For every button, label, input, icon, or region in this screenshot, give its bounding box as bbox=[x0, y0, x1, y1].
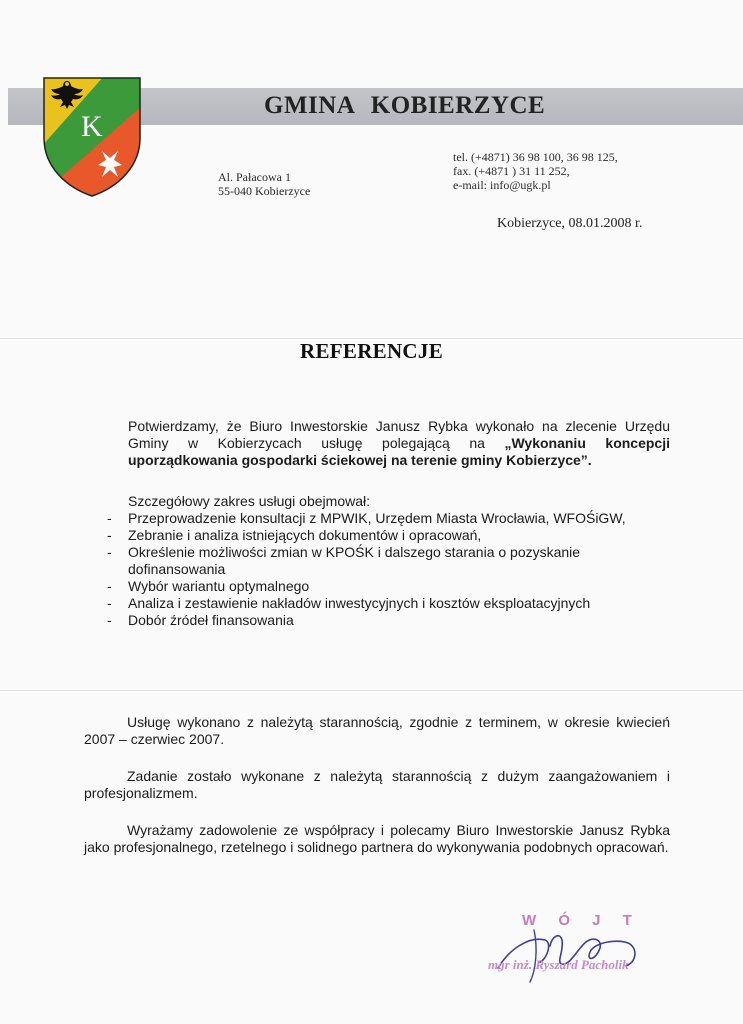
svg-text:K: K bbox=[81, 110, 103, 143]
scope-item: - Wybór wariantu optymalnego bbox=[107, 578, 670, 595]
scope-heading: Szczegółowy zakres usługi obejmował: bbox=[128, 493, 370, 509]
coat-of-arms-icon bbox=[42, 76, 142, 198]
intro-paragraph bbox=[128, 418, 670, 469]
organization-name: GMINA KOBIERZYCE bbox=[264, 92, 546, 119]
email-line: e-mail: info@ugk.pl bbox=[453, 178, 551, 192]
letter-body bbox=[128, 418, 670, 629]
service-name: „Wykonaniu koncepcji uporządkowania gospodarki ściekowej na terenie gminy Kobierzyce”. bbox=[128, 435, 670, 468]
handwritten-signature bbox=[490, 918, 660, 988]
letter-date: Kobierzyce, 08.01.2008 r. bbox=[497, 216, 643, 231]
address-line: 55-040 Kobierzyce bbox=[218, 184, 311, 198]
scope-item: - Określenie możliwości zmian w KPOŚK i dalszego starania o pozyskanie dofinansowania bbox=[107, 544, 670, 578]
phone-line: tel. (+4871) 36 98 100, 36 98 125, bbox=[453, 150, 618, 164]
closing-section bbox=[84, 714, 670, 876]
document-title: REFERENCJE bbox=[299, 339, 444, 363]
contact-details bbox=[453, 150, 618, 192]
closing-paragraph: Wyrażamy zadowolenie ze współpracy i polecamy Biuro Inwestorskie Janusz Rybka jako profesjonalnego, rzetelnego i solidnego partnera do wykonywania podobnych opracowań. bbox=[84, 822, 670, 855]
stamp-name: mgr inż. Ryszard Pacholik bbox=[488, 957, 629, 972]
fax-line: fax. (+4871 ) 31 11 252, bbox=[453, 164, 570, 178]
paper-fold-line bbox=[0, 690, 743, 691]
address-line: Al. Pałacowa 1 bbox=[218, 170, 291, 184]
stamp-role: W Ó J T bbox=[522, 912, 641, 929]
scope-list bbox=[128, 510, 670, 629]
scope-item: - Analiza i zestawienie nakładów inwestycyjnych i kosztów eksploatacyjnych bbox=[107, 595, 670, 612]
closing-paragraph: Usługę wykonano z należytą starannością, zgodnie z terminem, w okresie kwiecień 2007 – czerwiec 2007. bbox=[84, 714, 670, 747]
closing-paragraph: Zadanie zostało wykonane z należytą starannością z dużym zaangażowaniem i profesjonalizmem. bbox=[84, 768, 670, 801]
scope-item: - Przeprowadzenie konsultacji z MPWIK, Urzędem Miasta Wrocławia, WFOŚiGW, bbox=[107, 510, 670, 527]
scope-item: - Dobór źródeł finansowania bbox=[107, 612, 670, 629]
intro-text: Potwierdzamy, że Biuro Inwestorskie Janusz Rybka wykonało na zlecenie Urzędu Gminy w Kobierzycach usługę polegającą na bbox=[128, 418, 670, 451]
scope-item: - Zebranie i analiza istniejących dokumentów i opracowań, bbox=[107, 527, 670, 544]
postal-address bbox=[218, 170, 310, 198]
